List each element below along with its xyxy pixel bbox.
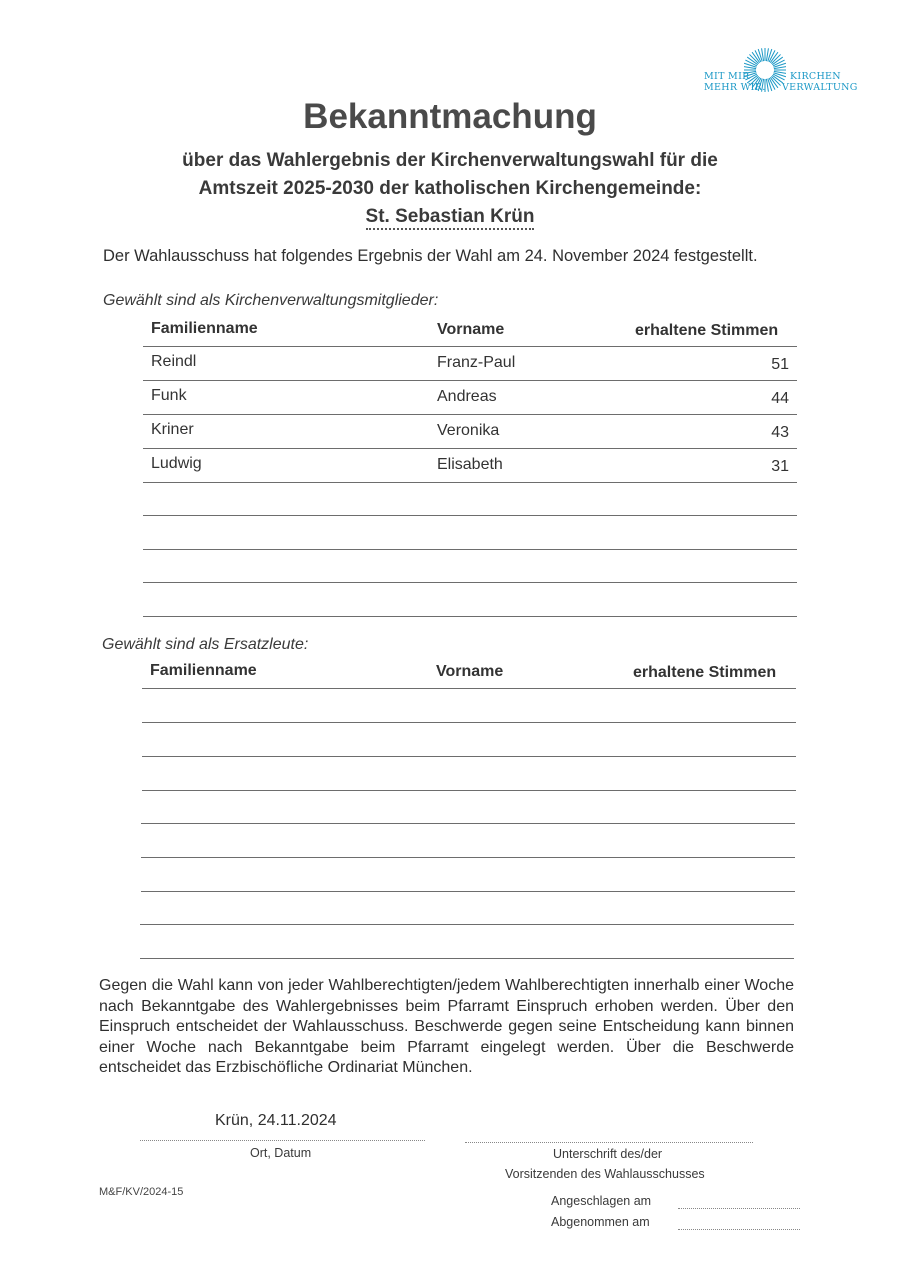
logo-text: MEHR WIR. — [704, 82, 766, 93]
signature-line — [465, 1142, 753, 1143]
subtitle-line: über das Wahlergebnis der Kirchenverwaltungswahl für die — [182, 150, 718, 171]
empty-row-rule — [142, 722, 796, 723]
header-votes: erhaltene Stimmen — [633, 664, 777, 681]
logo — [700, 44, 860, 100]
empty-row-rule — [140, 924, 794, 925]
member-votes: 31 — [771, 458, 789, 475]
empty-row-rule — [140, 958, 794, 959]
removed-line — [678, 1229, 800, 1230]
member-lastname: Kriner — [151, 421, 194, 438]
empty-row-rule — [143, 549, 797, 550]
signature-label: Unterschrift des/der — [553, 1147, 663, 1161]
legal-notice: Gegen die Wahl kann von jeder Wahlberechtigten/jedem Wahlberechtigten innerhalb einer Woche nach Bekanntgabe des Wahlergebnisses beim Pfarramt Einspruch erhoben werden. Über den Einspruch entscheidet der Wahlausschuss. Beschwerde gegen seine Entscheidung kann binnen einer Woche nach Bekanntgabe beim Pfarramt eingelegt werden. Über die Beschwerde entscheidet das Erzbischöfliche Ordinariat München. — [99, 977, 794, 1076]
table-rule — [142, 688, 796, 689]
header-firstname: Vorname — [437, 321, 505, 338]
members-label: Gewählt sind als Kirchenverwaltungsmitglieder: — [103, 292, 439, 309]
member-firstname: Andreas — [437, 388, 497, 405]
member-votes: 44 — [771, 390, 789, 407]
empty-row-rule — [142, 790, 796, 791]
page-title: Bekanntmachung — [303, 97, 597, 136]
empty-row-rule — [143, 582, 797, 583]
form-code: M&F/KV/2024-15 — [99, 1186, 184, 1198]
member-lastname: Funk — [151, 387, 187, 404]
member-firstname: Veronika — [437, 422, 500, 439]
logo-text: KIRCHEN — [790, 71, 841, 82]
empty-row-rule — [143, 515, 797, 516]
empty-row-rule — [142, 756, 796, 757]
removed-label: Abgenommen am — [551, 1215, 650, 1229]
header-votes: erhaltene Stimmen — [635, 322, 779, 339]
member-lastname: Ludwig — [151, 455, 202, 472]
table-rule — [143, 380, 797, 381]
member-firstname: Elisabeth — [437, 456, 503, 473]
empty-row-rule — [141, 891, 795, 892]
posted-line — [678, 1208, 800, 1209]
subtitle-line: Amtszeit 2025-2030 der katholischen Kirchengemeinde: — [198, 178, 702, 199]
empty-row-rule — [141, 823, 795, 824]
header-lastname: Familienname — [151, 320, 258, 337]
table-rule — [143, 448, 797, 449]
place-date: Krün, 24.11.2024 — [215, 1112, 337, 1129]
logo-text: MIT MIR — [704, 71, 750, 82]
substitutes-label: Gewählt sind als Ersatzleute: — [102, 636, 309, 653]
signature-label: Vorsitzenden des Wahlausschusses — [505, 1167, 705, 1181]
posted-label: Angeschlagen am — [551, 1194, 652, 1208]
table-rule — [143, 346, 797, 347]
place-date-line — [140, 1140, 425, 1141]
header-firstname: Vorname — [436, 663, 504, 680]
logo-text: VERWALTUNG — [782, 82, 858, 93]
member-votes: 51 — [771, 356, 789, 373]
header-lastname: Familienname — [150, 662, 257, 679]
intro-text: Der Wahlausschuss hat folgendes Ergebnis der Wahl am 24. November 2024 festgestellt. — [103, 247, 758, 265]
place-date-label: Ort, Datum — [250, 1146, 312, 1160]
empty-row-rule — [141, 857, 795, 858]
member-votes: 43 — [771, 424, 789, 441]
empty-row-rule — [143, 616, 797, 617]
table-rule — [143, 482, 797, 483]
parish-name: St. Sebastian Krün — [0, 206, 900, 228]
member-lastname: Reindl — [151, 353, 197, 370]
member-firstname: Franz-Paul — [437, 354, 516, 371]
table-rule — [143, 414, 797, 415]
